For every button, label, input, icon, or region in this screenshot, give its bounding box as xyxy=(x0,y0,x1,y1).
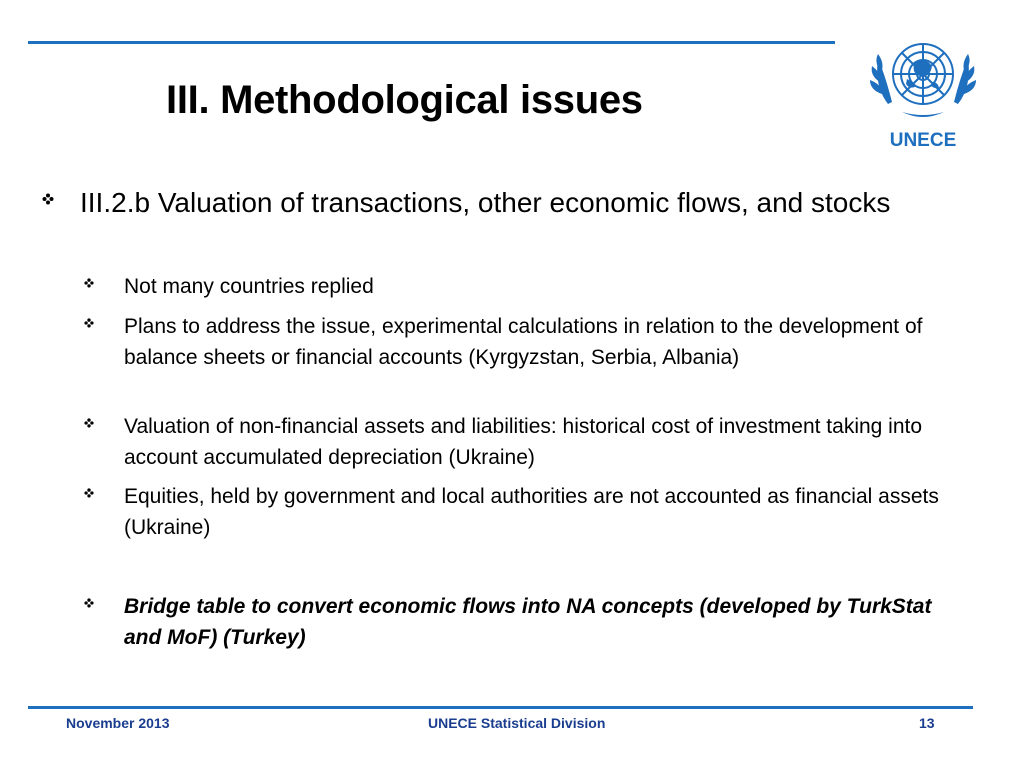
sub-bullet-text: Bridge table to convert economic flows into NA concepts (developed by TurkStat and MoF) (Turkey) xyxy=(124,595,932,649)
sub-bullet xyxy=(124,481,954,543)
logo-caption: UNECE xyxy=(889,130,957,151)
diamond-bullet-icon xyxy=(42,193,54,205)
sub-bullet-text: Not many countries replied xyxy=(124,275,374,298)
sub-bullet xyxy=(124,311,954,373)
diamond-bullet-icon xyxy=(84,598,94,608)
un-emblem-icon xyxy=(862,24,984,128)
sub-bullet xyxy=(124,271,954,302)
main-bullet xyxy=(80,184,950,222)
footer-date: November 2013 xyxy=(66,715,170,731)
sub-bullet-text: Equities, held by government and local authorities are not accounted as financial assets (Ukraine) xyxy=(124,485,939,539)
diamond-bullet-icon xyxy=(84,418,94,428)
footer-rule xyxy=(28,706,973,709)
diamond-bullet-icon xyxy=(84,488,94,498)
diamond-bullet-icon xyxy=(84,318,94,328)
sub-bullet-highlight xyxy=(124,591,954,653)
sub-bullet-text: Valuation of non-financial assets and liabilities: historical cost of investment taking into account accumulated depreciation (Ukraine) xyxy=(124,415,923,469)
sub-bullet xyxy=(124,411,954,473)
sub-bullet-text: Plans to address the issue, experimental calculations in relation to the development of balance sheets or financial accounts (Kyrgyzstan, Serbia, Albania) xyxy=(124,315,923,369)
page-number: 13 xyxy=(919,715,935,731)
slide-title: III. Methodological issues xyxy=(166,78,643,122)
unece-logo xyxy=(862,24,984,152)
main-bullet-text: III.2.b Valuation of transactions, other economic flows, and stocks xyxy=(80,187,891,218)
header-rule xyxy=(28,41,835,44)
footer-organization: UNECE Statistical Division xyxy=(428,715,606,731)
diamond-bullet-icon xyxy=(84,278,94,288)
